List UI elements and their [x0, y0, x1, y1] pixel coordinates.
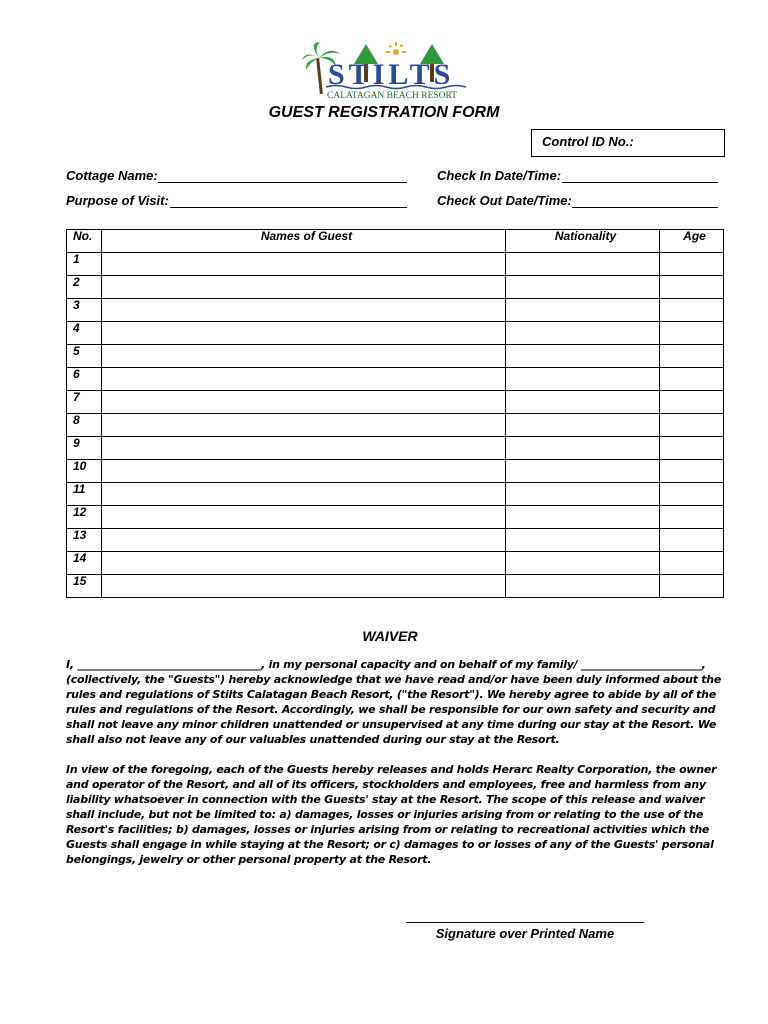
- row-number: 8: [67, 414, 102, 437]
- guest-name-cell[interactable]: [102, 299, 506, 322]
- row-number: 12: [67, 506, 102, 529]
- nationality-cell[interactable]: [506, 276, 660, 299]
- nationality-cell[interactable]: [506, 483, 660, 506]
- row-number: 1: [67, 253, 102, 276]
- row-number: 10: [67, 460, 102, 483]
- age-cell[interactable]: [660, 575, 724, 598]
- table-row: [67, 483, 724, 506]
- nationality-cell[interactable]: [506, 552, 660, 575]
- waiver-paragraph-2: In view of the foregoing, each of the Guests hereby releases and holds Herarc Realty Corporation, the owner and operator of the Resort, and all of its officers, stockholders and employees, free and harmless from any liability whatsoever in connection with the Guests' stay at the Resort. The scope of this release and waiver shall include, but not be limited to: a) damages, losses or injuries arising from or relating to the use of the Resort's facilities; b) damages, losses or injuries arising from or relating to recreational activities which the Guests shall engage in while staying at the Resort; or c) damages to or losses of any of the Guests' personal belongings, jewelry or other personal property at the Resort.: [66, 763, 717, 866]
- row-number: 6: [67, 368, 102, 391]
- guest-name-cell[interactable]: [102, 506, 506, 529]
- table-row: [67, 460, 724, 483]
- table-row: [67, 391, 724, 414]
- header-names: Names of Guest: [102, 230, 506, 253]
- signature-label: Signature over Printed Name: [435, 926, 615, 941]
- nationality-cell[interactable]: [506, 437, 660, 460]
- age-cell[interactable]: [660, 483, 724, 506]
- guest-name-cell[interactable]: [102, 437, 506, 460]
- purpose-label: Purpose of Visit:: [66, 193, 169, 208]
- nationality-cell[interactable]: [506, 575, 660, 598]
- guest-name-cell[interactable]: [102, 414, 506, 437]
- form-title: GUEST REGISTRATION FORM: [268, 104, 500, 121]
- header-no: No.: [67, 230, 102, 253]
- guest-name-cell[interactable]: [102, 322, 506, 345]
- nationality-cell[interactable]: [506, 299, 660, 322]
- table-row: [67, 299, 724, 322]
- logo-graphic: [300, 40, 475, 102]
- header-age: Age: [660, 230, 724, 253]
- waiver-paragraph-1: I, ___________________________________, in my personal capacity and on behalf of my family/ _______________________, (collectively, the "Guests") hereby acknowledge that we have read and/or have been duly informed about the rules and regulations of Stilts Calatagan Beach Resort, ("the Resort"). We hereby agree to abide by all of the rules and regulations of the Resort. Accordingly, we shall be responsible for our own safety and security and shall not leave any minor children unattended or unsupervised at any time during our stay at the Resort. We shall also not leave any of our valuables unattended during our stay at the Resort.: [66, 658, 722, 746]
- age-cell[interactable]: [660, 322, 724, 345]
- sun-icon: [386, 42, 406, 55]
- age-cell[interactable]: [660, 391, 724, 414]
- guest-name-cell[interactable]: [102, 345, 506, 368]
- guest-table: [66, 229, 724, 598]
- table-row: [67, 575, 724, 598]
- guest-name-cell[interactable]: [102, 483, 506, 506]
- age-cell[interactable]: [660, 414, 724, 437]
- guest-name-cell[interactable]: [102, 276, 506, 299]
- check-in-line[interactable]: [562, 182, 718, 183]
- resort-logo: [300, 40, 475, 102]
- age-cell[interactable]: [660, 253, 724, 276]
- nationality-cell[interactable]: [506, 368, 660, 391]
- row-number: 5: [67, 345, 102, 368]
- control-id-label: Control ID No.:: [542, 134, 634, 149]
- row-number: 15: [67, 575, 102, 598]
- nationality-cell[interactable]: [506, 529, 660, 552]
- nationality-cell[interactable]: [506, 460, 660, 483]
- guest-name-cell[interactable]: [102, 460, 506, 483]
- row-number: 7: [67, 391, 102, 414]
- guest-table-body: [67, 253, 724, 598]
- row-number: 11: [67, 483, 102, 506]
- row-number: 4: [67, 322, 102, 345]
- nationality-cell[interactable]: [506, 253, 660, 276]
- row-number: 3: [67, 299, 102, 322]
- guest-name-cell[interactable]: [102, 552, 506, 575]
- header-nationality: Nationality: [506, 230, 660, 253]
- table-row: [67, 345, 724, 368]
- table-row: [67, 437, 724, 460]
- check-in-label: Check In Date/Time:: [437, 168, 562, 183]
- check-out-label: Check Out Date/Time:: [437, 193, 572, 208]
- guest-name-cell[interactable]: [102, 529, 506, 552]
- nationality-cell[interactable]: [506, 345, 660, 368]
- table-row: [67, 276, 724, 299]
- age-cell[interactable]: [660, 299, 724, 322]
- nationality-cell[interactable]: [506, 414, 660, 437]
- guest-name-cell[interactable]: [102, 368, 506, 391]
- check-out-line[interactable]: [572, 207, 718, 208]
- age-cell[interactable]: [660, 529, 724, 552]
- age-cell[interactable]: [660, 345, 724, 368]
- cottage-name-line[interactable]: [158, 182, 407, 183]
- row-number: 9: [67, 437, 102, 460]
- age-cell[interactable]: [660, 506, 724, 529]
- table-row: [67, 253, 724, 276]
- table-row: [67, 506, 724, 529]
- guest-name-cell[interactable]: [102, 575, 506, 598]
- table-row: [67, 552, 724, 575]
- row-number: 14: [67, 552, 102, 575]
- table-row: [67, 322, 724, 345]
- table-row: [67, 414, 724, 437]
- control-id-box[interactable]: [531, 129, 725, 157]
- table-row: [67, 529, 724, 552]
- cottage-name-label: Cottage Name:: [66, 168, 158, 183]
- age-cell[interactable]: [660, 368, 724, 391]
- age-cell[interactable]: [660, 552, 724, 575]
- guest-name-cell[interactable]: [102, 391, 506, 414]
- nationality-cell[interactable]: [506, 322, 660, 345]
- table-header-row: [67, 230, 724, 253]
- signature-line[interactable]: [406, 922, 644, 923]
- guest-name-cell[interactable]: [102, 253, 506, 276]
- waiver-title: WAIVER: [362, 628, 418, 644]
- age-cell[interactable]: [660, 437, 724, 460]
- row-number: 2: [67, 276, 102, 299]
- age-cell[interactable]: [660, 460, 724, 483]
- nationality-cell[interactable]: [506, 506, 660, 529]
- table-row: [67, 368, 724, 391]
- row-number: 13: [67, 529, 102, 552]
- logo-subtitle-text: CALATAGAN BEACH RESORT: [327, 91, 458, 101]
- purpose-line[interactable]: [170, 207, 407, 208]
- age-cell[interactable]: [660, 276, 724, 299]
- logo-brand-text: STILTS: [328, 58, 455, 91]
- nationality-cell[interactable]: [506, 391, 660, 414]
